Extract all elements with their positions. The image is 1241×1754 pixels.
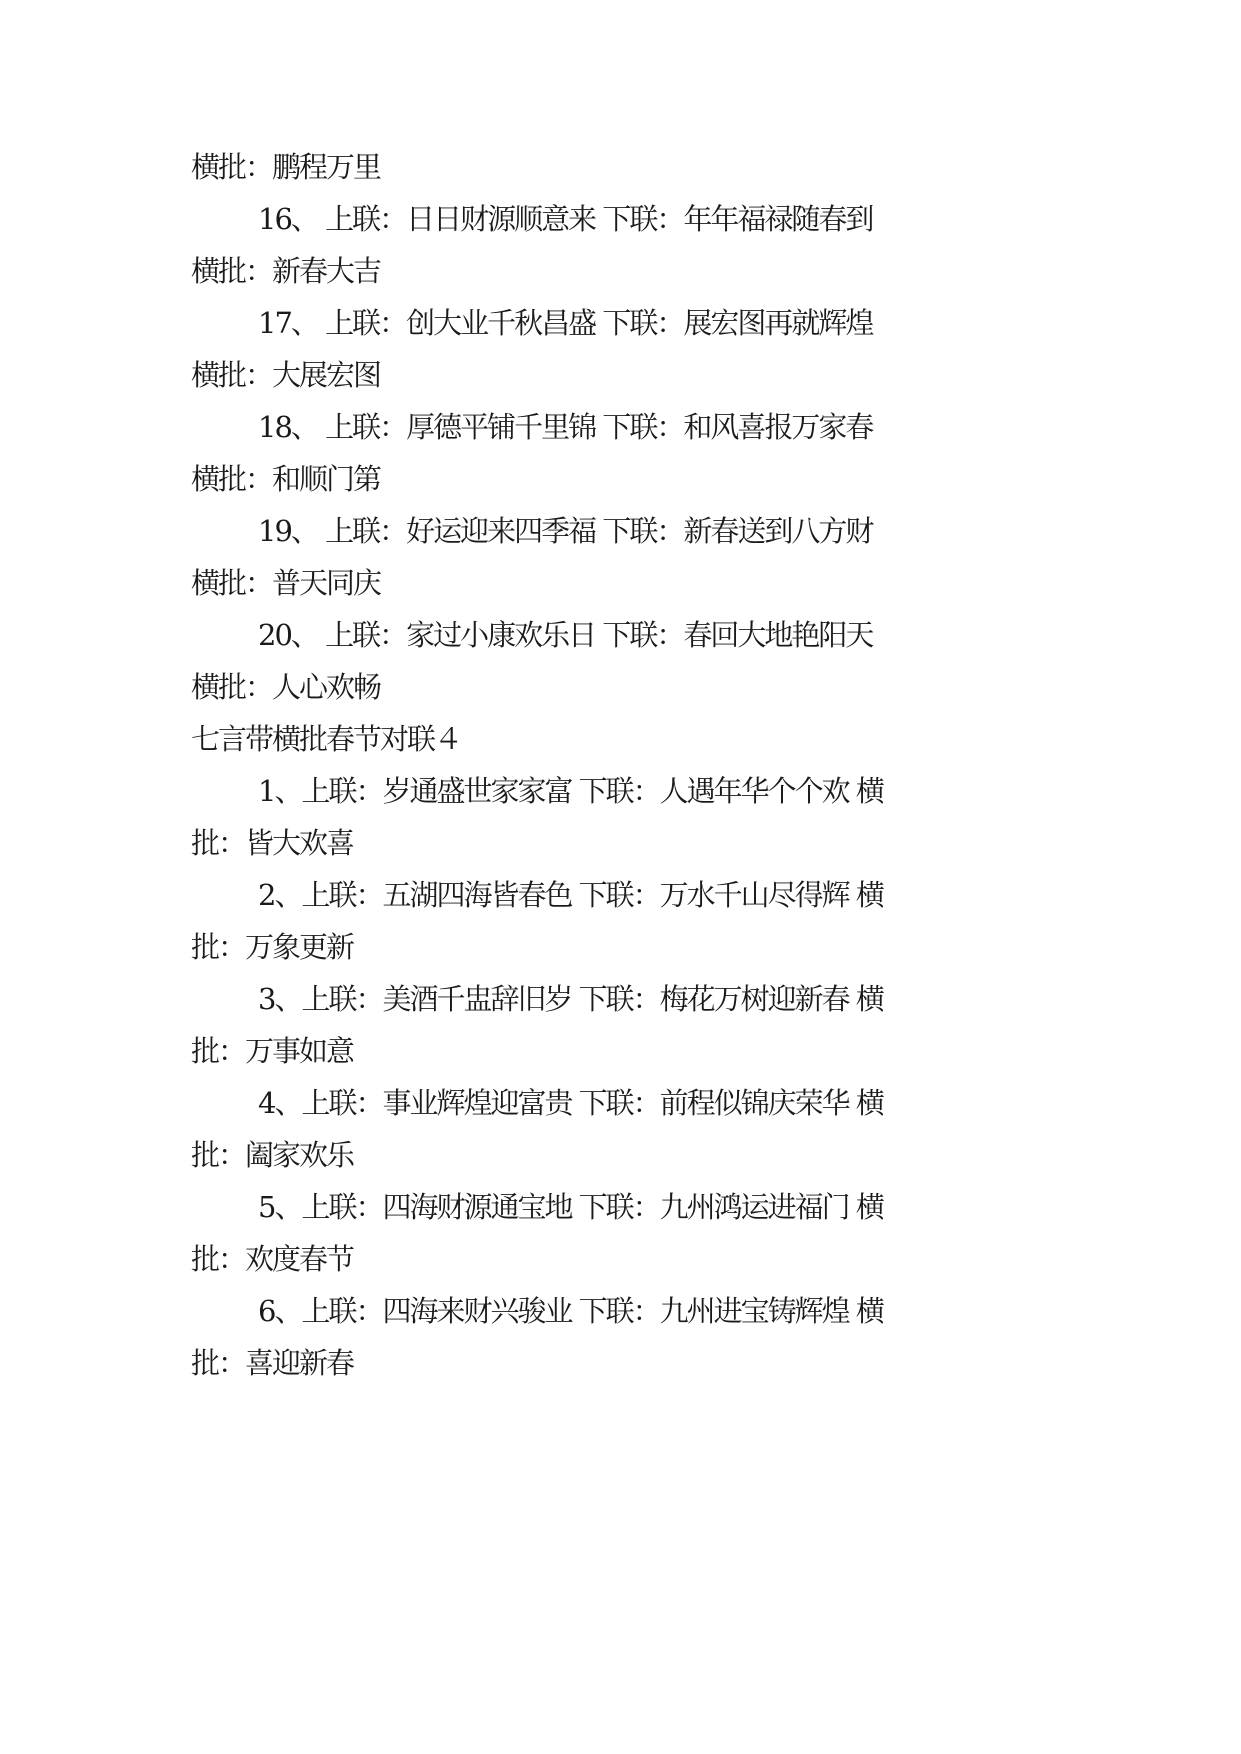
text-line: 横批：人心欢畅 bbox=[191, 670, 381, 704]
text-line: 20、 上联：家过小康欢乐日 下联：春回大地艳阳天 bbox=[258, 618, 873, 652]
text-line: 1、上联：岁通盛世家家富 下联：人遇年华个个欢 横 bbox=[258, 774, 883, 808]
text-line: 横批：新春大吉 bbox=[191, 254, 381, 288]
text-line: 批：万事如意 bbox=[191, 1034, 354, 1068]
text-line: 2、上联：五湖四海皆春色 下联：万水千山尽得辉 横 bbox=[258, 878, 883, 912]
text-line: 横批：和顺门第 bbox=[191, 462, 381, 496]
text-line: 4、上联：事业辉煌迎富贵 下联：前程似锦庆荣华 横 bbox=[258, 1086, 883, 1120]
text-line: 5、上联：四海财源通宝地 下联：九州鸿运进福门 横 bbox=[258, 1190, 883, 1224]
text-line: 横批：鹏程万里 bbox=[191, 150, 381, 184]
text-line: 批：万象更新 bbox=[191, 930, 354, 964]
text-line: 16、 上联：日日财源顺意来 下联：年年福禄随春到 bbox=[258, 202, 873, 236]
text-line: 18、 上联：厚德平铺千里锦 下联：和风喜报万家春 bbox=[258, 410, 873, 444]
text-line: 批：喜迎新春 bbox=[191, 1346, 354, 1380]
text-line: 17、 上联：创大业千秋昌盛 下联：展宏图再就辉煌 bbox=[258, 306, 873, 340]
text-line: 19、 上联：好运迎来四季福 下联：新春送到八方财 bbox=[258, 514, 873, 548]
text-line: 横批：大展宏图 bbox=[191, 358, 381, 392]
text-line: 6、上联：四海来财兴骏业 下联：九州进宝铸辉煌 横 bbox=[258, 1294, 883, 1328]
text-line: 3、上联：美酒千盅辞旧岁 下联：梅花万树迎新春 横 bbox=[258, 982, 883, 1016]
section-heading: 七言带横批春节对联４ bbox=[191, 722, 462, 756]
text-line: 横批：普天同庆 bbox=[191, 566, 381, 600]
text-line: 批：阖家欢乐 bbox=[191, 1138, 354, 1172]
text-line: 批：欢度春节 bbox=[191, 1242, 354, 1276]
text-line: 批：皆大欢喜 bbox=[191, 826, 354, 860]
